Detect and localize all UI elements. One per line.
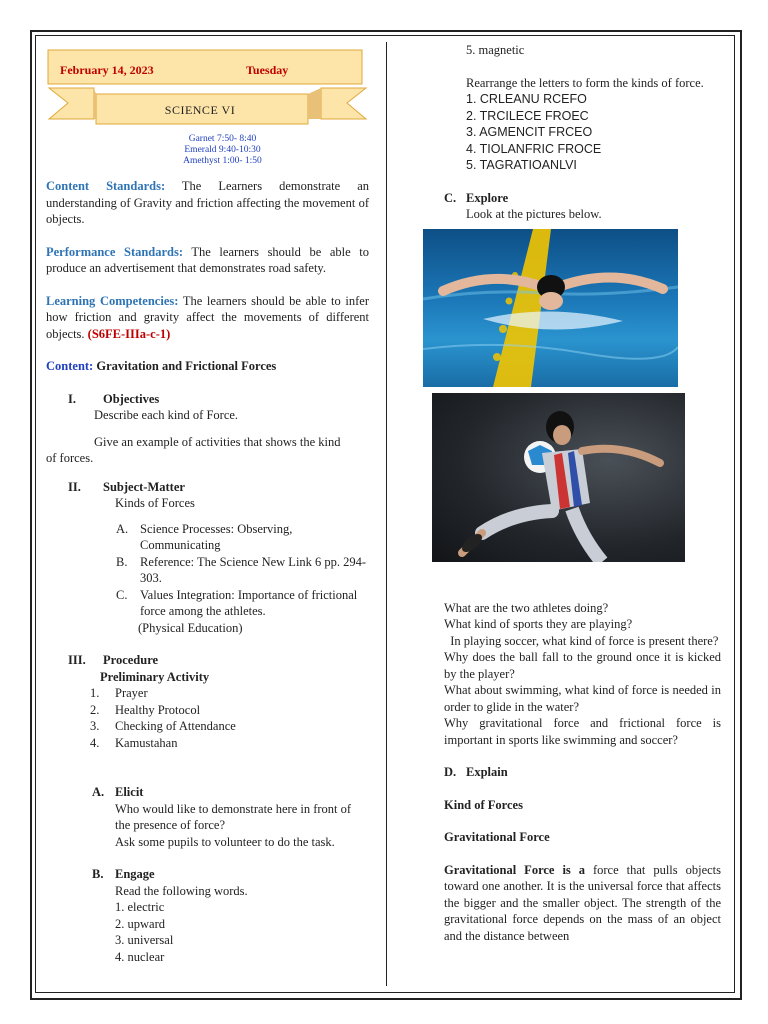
engage-intro: Read the following words. <box>115 883 248 898</box>
elicit-letter: A. <box>92 785 105 799</box>
elicit-title: Elicit <box>115 785 144 799</box>
explain-letter: D. <box>444 765 457 779</box>
procedure-numeral: III. <box>68 653 86 667</box>
content-topic-text: Gravitation and Frictional Forces <box>93 359 277 373</box>
engage-heading <box>46 866 369 883</box>
list-item: 5. TAGRATIOANLVI <box>466 158 577 172</box>
list-item: 4. nuclear <box>115 949 165 964</box>
list-item <box>46 735 369 752</box>
preliminary-activity-title: Preliminary Activity <box>100 669 210 684</box>
list-item: 3. AGMENCIT FRCEO <box>466 125 593 139</box>
gravitational-force-heading: Gravitational Force <box>444 830 550 844</box>
engage-letter: B. <box>92 867 104 881</box>
subject-title: SCIENCE VI <box>164 103 236 117</box>
list-item: 1. CRLEANU RCEFO <box>466 92 587 106</box>
gravitational-force-text: force that pulls objects toward one another. It is the universal force that affects the bigger and the smaller object. The strength of the gravitational force depends on the mass of an object and the distance between <box>444 862 722 943</box>
explore-questions <box>444 600 721 749</box>
list-text: Checking of Attendance <box>115 719 236 733</box>
question-item: In playing soccer, what kind of force is present there? <box>444 633 719 648</box>
list-item <box>46 685 369 702</box>
list-text: Reference: The Science New Link 6 pp. 294-303. <box>140 554 367 585</box>
elicit-heading <box>46 784 369 801</box>
rearrange-instruction: Rearrange the letters to form the kinds of force. <box>466 75 704 90</box>
content-topic-label: Content: <box>46 359 94 373</box>
class-schedule <box>76 134 369 167</box>
question-item: What are the two athletes doing? <box>444 600 609 615</box>
schedule-item: Garnet 7:50- 8:40 <box>188 134 257 144</box>
kinds-of-forces-heading: Kind of Forces <box>444 797 523 812</box>
gravitational-force-paragraph <box>444 862 721 945</box>
list-key: 3. <box>90 719 100 733</box>
list-text: Science Processes: Observing, Communicating <box>140 521 293 552</box>
list-text: Healthy Protocol <box>115 702 201 717</box>
subject-matter-heading <box>46 479 369 496</box>
subject-matter-title: Subject-Matter <box>103 479 185 494</box>
list-item: 1. electric <box>115 900 165 914</box>
banner-ribbon-graphic <box>46 48 369 132</box>
explore-heading <box>444 190 721 207</box>
soccer-player-photo <box>432 393 685 562</box>
objective-item: Describe each kind of Force. <box>94 408 239 422</box>
learning-competencies-text: The learners should be able to infer how friction and gravity affect the movements of different objects. <box>46 293 369 341</box>
values-subject: (Physical Education) <box>138 620 243 635</box>
list-item <box>46 718 369 735</box>
question-item: Why does the ball fall to the ground once it is kicked by the player? <box>444 650 721 681</box>
objectives-title: Objectives <box>103 391 160 406</box>
list-item: 2. TRCILECE FROEC <box>466 108 589 123</box>
schedule-item: Amethyst 1:00- 1:50 <box>183 156 262 166</box>
question-item: What kind of sports they are playing? <box>444 617 633 631</box>
explore-intro: Look at the pictures below. <box>466 207 602 221</box>
engage-title: Engage <box>115 867 155 881</box>
list-item: 3. universal <box>115 933 174 947</box>
engage-word-list <box>46 899 369 965</box>
explain-heading <box>444 764 721 781</box>
performance-standards-text: The learners should be able to produce an advertisement that demonstrates road safety. <box>46 244 369 275</box>
soccer-illustration <box>432 393 685 562</box>
right-column <box>444 42 721 944</box>
learning-competencies-label: Learning Competencies: <box>46 293 179 308</box>
question-item: What about swimming, what kind of force is needed in order to glide in the water? <box>444 683 721 714</box>
subject-matter-list <box>46 521 369 620</box>
explore-letter: C. <box>444 190 457 205</box>
content-standards-text: The Learners demonstrate an understanding of Gravity and friction affecting the movement of objects. <box>46 179 369 226</box>
list-item: 4. TIOLANFRIC FROCE <box>466 141 602 156</box>
list-item: 2. upward <box>115 916 165 931</box>
objectives-heading <box>46 391 369 408</box>
gravitational-force-lead: Gravitational Force is a <box>444 862 586 877</box>
list-key: 1. <box>90 686 100 700</box>
list-text: Prayer <box>115 686 148 700</box>
elicit-text: Who would like to demonstrate here in front of the presence of force? <box>115 801 352 832</box>
explain-title: Explain <box>466 765 508 779</box>
performance-standards <box>46 244 369 277</box>
question-item: Why gravitational force and frictional force is important in sports like swimming and soccer? <box>444 716 721 747</box>
list-item <box>46 554 369 587</box>
swimmer-photo <box>423 229 678 387</box>
lesson-date: February 14, 2023 <box>60 63 154 77</box>
list-key: A. <box>116 521 129 536</box>
objective-item: Give an example of activities that shows the kind of forces. <box>46 434 341 465</box>
lesson-day: Tuesday <box>246 63 289 77</box>
content-standards <box>46 178 369 228</box>
list-item <box>46 587 369 620</box>
procedure-title: Procedure <box>103 653 159 667</box>
list-text: Kamustahan <box>115 735 178 750</box>
list-key: C. <box>116 587 128 602</box>
subject-matter-numeral: II. <box>68 479 81 494</box>
scrambled-word-list <box>444 91 721 174</box>
explore-title: Explore <box>466 190 509 205</box>
list-item <box>46 521 369 554</box>
swimmer-illustration <box>423 229 678 387</box>
schedule-item: Emerald 9:40-10:30 <box>184 145 261 155</box>
left-column <box>46 48 369 965</box>
elicit-instruction: Ask some pupils to volunteer to do the task. <box>115 834 335 849</box>
performance-standards-label: Performance Standards: <box>46 244 184 259</box>
list-item: 5. magnetic <box>466 43 525 57</box>
procedure-heading <box>46 652 369 669</box>
list-key: 4. <box>90 735 100 750</box>
preliminary-list <box>46 685 369 751</box>
content-topic <box>46 358 369 375</box>
list-key: 2. <box>90 702 100 717</box>
column-divider <box>386 42 387 986</box>
competency-code: (S6FE-IIIa-c-1) <box>87 326 171 341</box>
list-key: B. <box>116 554 128 569</box>
content-standards-label: Content Standards: <box>46 179 166 193</box>
list-item <box>46 702 369 719</box>
subject-matter-topic: Kinds of Forces <box>115 496 195 510</box>
list-text: Values Integration: Importance of frictional force among the athletes. <box>140 587 358 618</box>
header-banner <box>46 48 369 132</box>
learning-competencies <box>46 293 369 343</box>
objectives-numeral: I. <box>68 391 76 406</box>
